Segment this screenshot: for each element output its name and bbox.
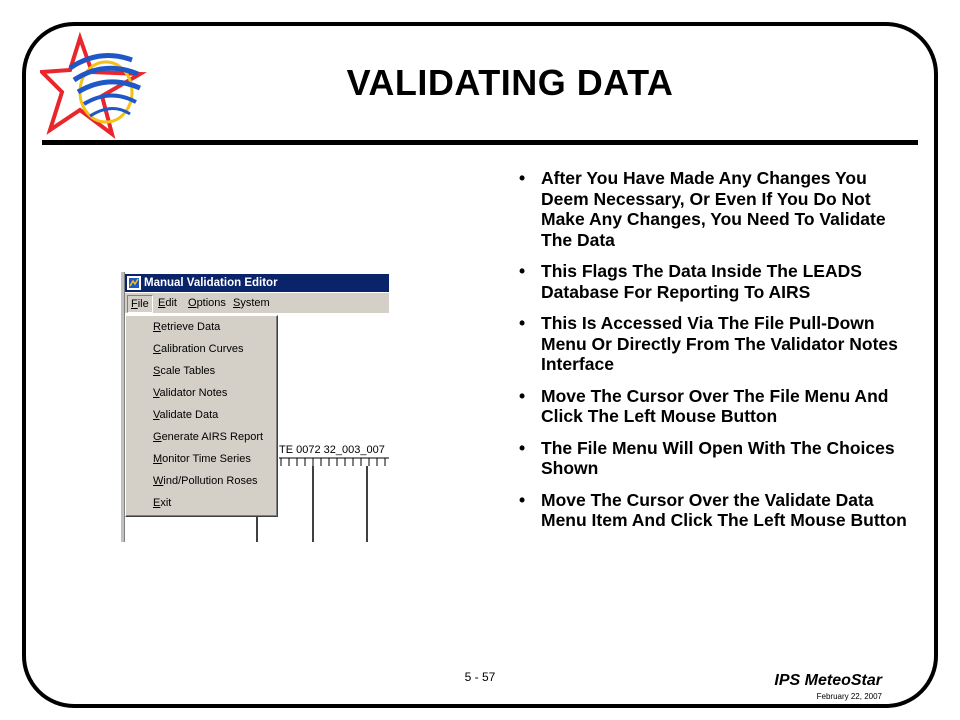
bullet-item: • This Flags The Data Inside The LEADS Database For Reporting To AIRS bbox=[517, 261, 907, 302]
item-label: alidate Data bbox=[159, 409, 219, 421]
item-mnemonic: V bbox=[153, 387, 160, 399]
brand-name: IPS MeteoStar bbox=[774, 672, 882, 689]
menu-edit[interactable] bbox=[155, 295, 180, 311]
slide-title: VALIDATING DATA bbox=[346, 62, 674, 103]
menu-item-generate-airs-report[interactable] bbox=[153, 431, 263, 443]
bullet-item: • Move The Cursor Over The File Menu And Click The Left Mouse Button bbox=[517, 386, 907, 427]
app-icon bbox=[127, 276, 141, 290]
window-title: Manual Validation Editor bbox=[144, 277, 278, 289]
app-screenshot bbox=[121, 272, 389, 542]
item-mnemonic: V bbox=[153, 409, 160, 421]
menu-mnemonic: S bbox=[233, 297, 241, 309]
bullet-list bbox=[517, 168, 907, 542]
item-label: alidator Notes bbox=[159, 387, 228, 399]
bullet-item: • This Is Accessed Via The File Pull-Down Menu Or Directly From The Validator Notes Interface bbox=[517, 313, 907, 375]
item-label: onitor Time Series bbox=[162, 453, 251, 465]
item-label: cale Tables bbox=[160, 365, 216, 377]
item-mnemonic: S bbox=[153, 365, 161, 377]
meteostar-logo bbox=[40, 30, 150, 140]
title-divider bbox=[42, 140, 918, 145]
item-label: ind/Pollution Roses bbox=[163, 475, 258, 487]
item-label: xit bbox=[160, 497, 172, 509]
item-mnemonic: C bbox=[153, 343, 161, 355]
window-titlebar[interactable] bbox=[125, 274, 389, 292]
bullet-item: • The File Menu Will Open With The Choices Shown bbox=[517, 438, 907, 479]
page-number: 5 - 57 bbox=[464, 670, 496, 684]
menu-item-wind-pollution-roses[interactable] bbox=[153, 475, 258, 487]
menu-label: ptions bbox=[196, 297, 226, 309]
menu-system[interactable] bbox=[230, 295, 273, 311]
slide-date: February 22, 2007 bbox=[816, 692, 882, 701]
bullet-item: • Move The Cursor Over the Validate Data Menu Item And Click The Left Mouse Button bbox=[517, 490, 907, 531]
menu-mnemonic: F bbox=[131, 298, 138, 310]
menu-item-scale-tables[interactable] bbox=[153, 365, 215, 377]
item-label: etrieve Data bbox=[160, 321, 221, 333]
menu-item-exit[interactable] bbox=[153, 497, 171, 509]
item-mnemonic: G bbox=[153, 431, 162, 443]
menu-mnemonic: E bbox=[158, 297, 166, 309]
menu-item-validate-data[interactable] bbox=[153, 409, 218, 421]
menu-label: ystem bbox=[240, 297, 270, 309]
menu-options[interactable] bbox=[185, 295, 229, 311]
menu-item-validator-notes[interactable] bbox=[153, 387, 227, 399]
item-label: alibration Curves bbox=[160, 343, 244, 355]
menu-file[interactable] bbox=[127, 295, 153, 313]
chart-label: TE 0072 32_003_007 bbox=[279, 444, 385, 456]
item-mnemonic: R bbox=[153, 321, 161, 333]
file-menu-dropdown bbox=[125, 315, 278, 517]
menu-label: ile bbox=[137, 298, 149, 310]
menu-item-retrieve-data[interactable] bbox=[153, 321, 220, 333]
item-mnemonic: W bbox=[153, 475, 164, 487]
item-label: enerate AIRS Report bbox=[161, 431, 264, 443]
bullet-item: • After You Have Made Any Changes You Deem Necessary, Or Even If You Do Not Make Any Changes, You Need To Validate The Data bbox=[517, 168, 907, 250]
menu-item-calibration-curves[interactable] bbox=[153, 343, 244, 355]
menu-bar bbox=[125, 293, 389, 313]
item-mnemonic: M bbox=[153, 453, 163, 465]
item-mnemonic: E bbox=[153, 497, 161, 509]
menu-mnemonic: O bbox=[188, 297, 197, 309]
menu-label: dit bbox=[165, 297, 177, 309]
menu-item-monitor-time-series[interactable] bbox=[153, 453, 251, 465]
